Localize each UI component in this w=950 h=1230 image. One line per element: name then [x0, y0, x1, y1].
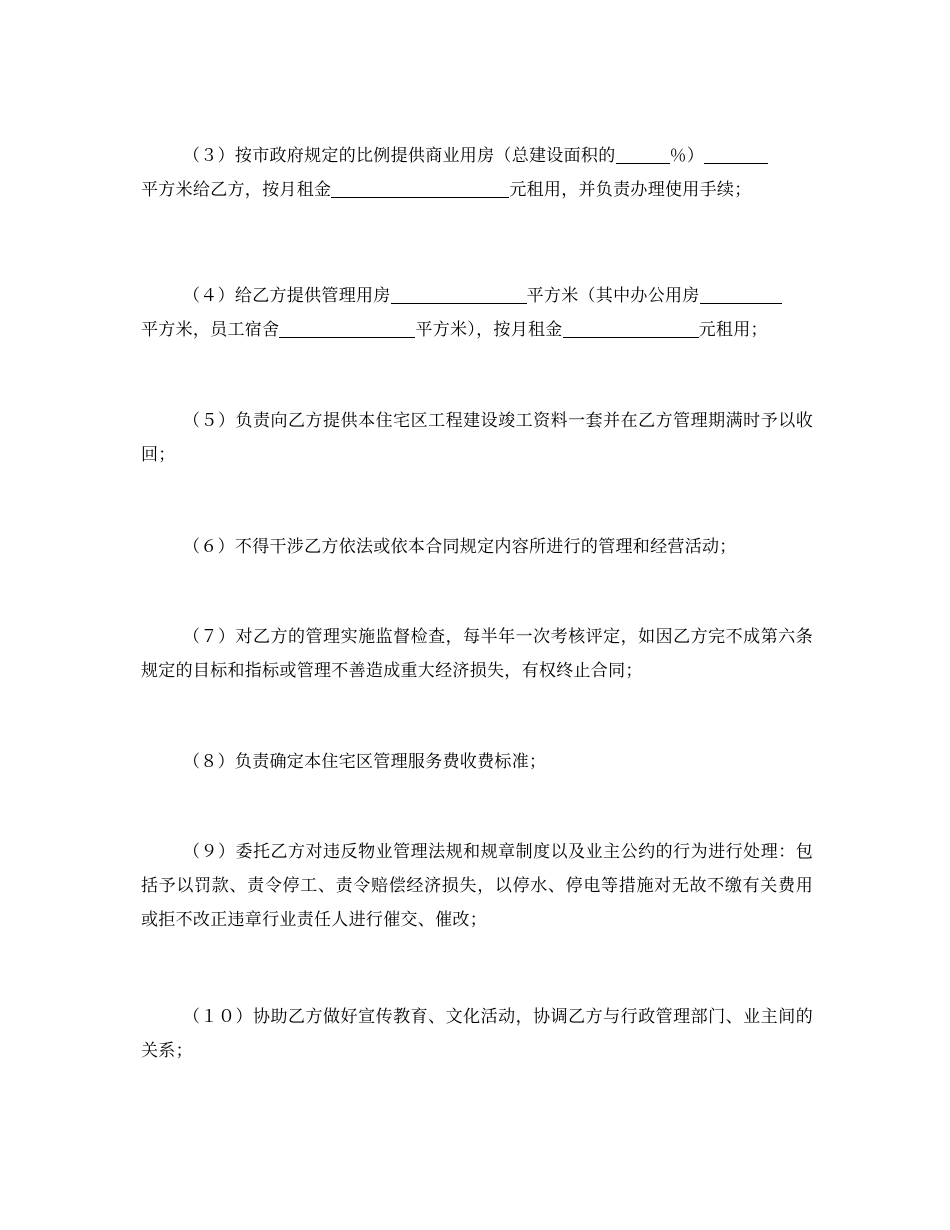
- clause-number: （６）: [183, 537, 235, 557]
- clause-text: 按市政府规定的比例提供商业用房（总建设面积的: [234, 146, 616, 166]
- clause-text: 委托乙方对违反物业管理法规和规章制度以及业主公约的行为进行处理：包括予以罚款、责令停工、责令赔偿经济损失，以停水、停电等措施对无故不缴有关费用或拒不改正违章行业责任人进行催交、催改；: [141, 842, 814, 930]
- blank-field: [391, 287, 527, 304]
- clause-3: [141, 139, 813, 207]
- clause-text: ％）: [669, 146, 705, 166]
- clause-text: 平方米给乙方，按月租金: [141, 180, 332, 200]
- clause-text: 元租用；: [698, 320, 768, 340]
- clause-number: （９）: [183, 842, 236, 862]
- clause-number: （７）: [183, 627, 236, 647]
- blank-field: [704, 147, 768, 164]
- clause-text: 协助乙方做好宣传教育、文化活动，协调乙方与行政管理部门、业主间的关系；: [141, 1007, 813, 1061]
- clause-text: 负责确定本住宅区管理服务费收费标准；: [234, 752, 547, 772]
- clause-text: 平方米，员工宿舍: [141, 320, 280, 340]
- clause-text: 元租用，并负责办理使用手续；: [509, 180, 752, 200]
- clause-9: [141, 835, 813, 937]
- clause-5: [141, 404, 813, 472]
- blank-field: [563, 321, 699, 338]
- clause-4: [141, 279, 813, 347]
- clause-text: 平方米（其中办公用房: [526, 286, 700, 306]
- clause-text: 不得干涉乙方依法或依本合同规定内容所进行的管理和经营活动；: [234, 537, 737, 557]
- blank-field: [616, 147, 670, 164]
- clause-number: （３）: [183, 146, 235, 166]
- clause-10: [141, 1000, 813, 1068]
- blank-field: [279, 321, 415, 338]
- clause-6: [141, 530, 813, 564]
- blank-field: [331, 181, 509, 198]
- clause-text: 对乙方的管理实施监督检查，每半年一次考核评定，如因乙方完不成第六条规定的目标和指标或管理不善造成重大经济损失，有权终止合同；: [141, 627, 814, 681]
- clause-text: 负责向乙方提供本住宅区工程建设竣工资料一套并在乙方管理期满时予以收回；: [141, 411, 814, 465]
- clause-7: [141, 620, 813, 688]
- clause-text: 给乙方提供管理用房: [234, 286, 391, 306]
- clause-number: （４）: [183, 286, 235, 306]
- clause-text: 平方米），按月租金: [415, 320, 563, 340]
- blank-field: [700, 287, 782, 304]
- clause-number: （１０）: [183, 1007, 254, 1027]
- clause-number: （５）: [183, 411, 236, 431]
- clause-number: （８）: [183, 752, 235, 772]
- clause-8: [141, 745, 813, 779]
